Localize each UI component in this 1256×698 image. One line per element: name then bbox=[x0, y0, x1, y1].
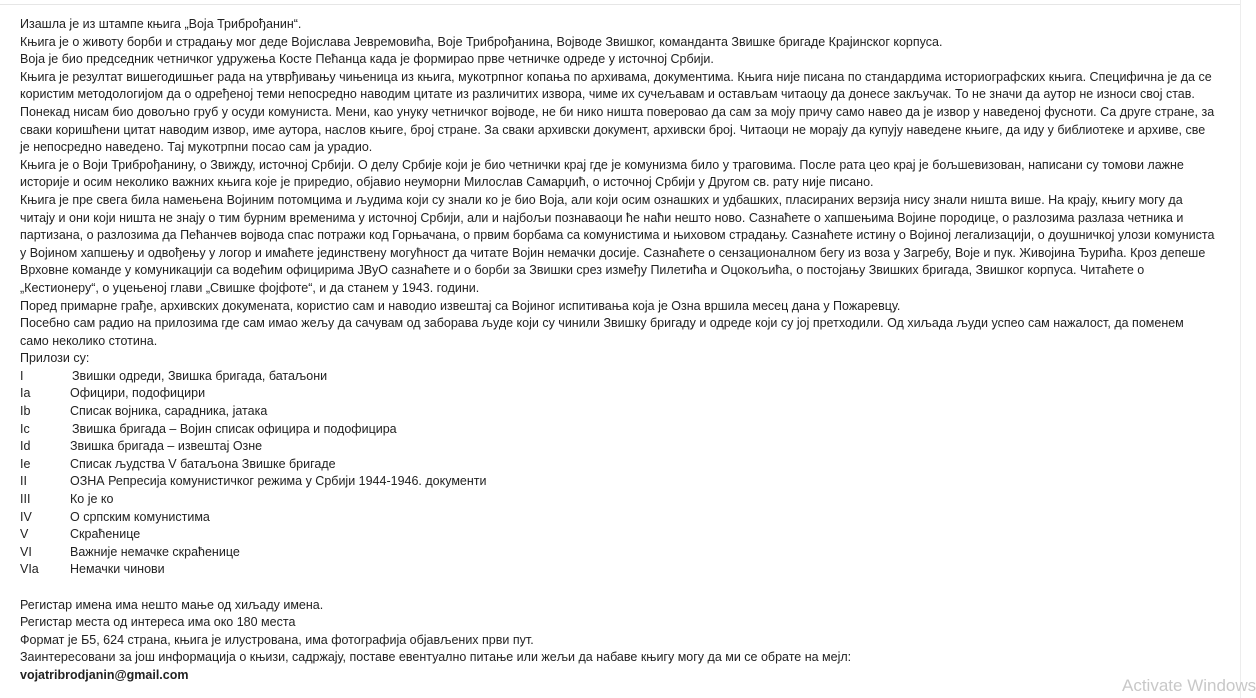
attachment-code: Id bbox=[20, 439, 31, 454]
attachment-label: Звишка бригада – Војин списак официра и подофицира bbox=[72, 421, 397, 436]
list-item bbox=[20, 403, 1215, 421]
list-item bbox=[20, 421, 1215, 439]
list-item bbox=[20, 561, 1215, 579]
paragraph-announcement: Изашла је из штампе књига „Воја Триброђанин“. bbox=[20, 17, 302, 31]
paragraph-voja-president: Воја је био председник четничког удружења Косте Пећанца када је формирао прве четничке одреде у источној Србији. bbox=[20, 52, 714, 67]
list-item bbox=[20, 473, 1215, 491]
email-link[interactable]: vojatribrodjanin@gmail.com bbox=[20, 667, 189, 682]
list-item bbox=[20, 385, 1215, 403]
attachment-label: Скраћенице bbox=[70, 527, 141, 542]
spacer bbox=[20, 579, 1215, 597]
footer-format: Формат је Б5, 624 страна, књига је илустрована, има фотографија објављених први пут. bbox=[20, 632, 534, 647]
top-divider bbox=[0, 4, 1241, 5]
paragraph-sources: Поред примарне грађе, архивских докумената, користио сам и наводио извештај са Војиног испитивања која је Озна вршила месец дана у Пожаревцу. bbox=[20, 298, 901, 313]
list-item bbox=[20, 456, 1215, 474]
activate-windows-watermark: Activate Windows bbox=[1122, 676, 1256, 695]
attachment-label: Официри, подофицири bbox=[70, 386, 206, 401]
paragraph-attachments-intro: Посебно сам радио на прилозима где сам имао жељу да сачувам од заборава људе који су чинили Звишку бригаду и одреде који су јој претходили. Од хиљада људи успео сам нажалост, да поменем само неколико стотина. bbox=[20, 316, 1184, 348]
attachment-label: Звишка бригада – извештај Озне bbox=[70, 439, 263, 454]
footer-place-register: Регистар места од интереса има око 180 места bbox=[20, 615, 296, 630]
list-item bbox=[20, 544, 1215, 562]
attachments-heading: Прилози су: bbox=[20, 351, 90, 366]
attachment-label: Немачки чинови bbox=[70, 562, 165, 577]
attachment-label: О српским комунистима bbox=[70, 509, 210, 524]
attachment-code: II bbox=[20, 474, 27, 489]
scroll-edge bbox=[1240, 0, 1241, 698]
attachment-label: Списак људства V батаљона Звишке бригаде bbox=[70, 456, 336, 471]
attachment-code: Ie bbox=[20, 456, 31, 471]
list-item bbox=[20, 438, 1215, 456]
attachment-label: ОЗНА Репресија комунистичког режима у Србији 1944-1946. документи bbox=[70, 474, 487, 489]
footer-contact: Заинтересовани за још информација о књизи, садржају, поставе евентуално питање или жељи да набаве књигу могу да ми се обрате на мејл: bbox=[20, 650, 852, 665]
attachment-code: V bbox=[20, 527, 29, 542]
attachment-code: Ia bbox=[20, 386, 31, 401]
attachment-code: Ib bbox=[20, 404, 31, 419]
attachment-code: VI bbox=[20, 544, 32, 559]
attachment-code: VIa bbox=[20, 562, 39, 577]
paragraph-book-about: Књига је о животу борби и страдању мог деде Војислава Јевремовића, Воје Триброђанина, Војводе Звишког, команданта Звишке бригаде Крајинског корпуса. bbox=[20, 34, 943, 49]
attachment-label: Звишки одреди, Звишка бригада, батаљони bbox=[72, 368, 328, 383]
paragraph-audience: Књига је пре свега била намењена Војиним потомцима и људима који су знали ко је био Воја, али који осим ознашких и удбашких, пласираних верзија нису знали ништа више. На крају, књигу могу да читају и они који ништа не знају о тим бурним временима у источној Србији, али и најбољи познаваоци ће наћи нешто ново. Сазнаћете о хапшењима Војине породице, о разлозима разлаза четника и партизана, о разлозима да Пећанчев војвода спас потражи код Горњачана, о првим борбама са комунистима и њиховом страдању. Сазнаћете истину о Војиној легализацији, о доушничкој улози комуниста у Војином хапшењу и одвођењу у логор и имаћете јединствену могућност да читате Војин немачки досије. Сазнаћете о сензационалном бегу из воза у Загребу, Воје и пук. Живојина Ђурића. Кроз депеше Врховне команде у комуникацији са водећим официрима ЈВуО сазнаћете и о борби за Звишки срез између Пилетића и Оцокољића, о постојању Звишких бригада, Звишког корпуса. Читаћете о „Кестионеру“, о уцењеној глави „Свишке фојфоте“, и да станем у 1943. години. bbox=[20, 192, 1215, 295]
paragraph-east-serbia: Књига је о Воји Триброђанину, о Звижду, источној Србији. О делу Србије који је био четнички крај где је комунизма било у траговима. После рата цео крај је бољшевизован, написани су томови лажне историје и осим неколико важних књига које је приредио, објавио неуморни Милослав Самарџић, о источној Србији у Другом св. рату није писано. bbox=[20, 157, 1184, 190]
attachment-code: III bbox=[20, 492, 31, 507]
article-body bbox=[20, 16, 1215, 685]
attachment-label: Списак војника, сарадника, јатака bbox=[70, 404, 268, 419]
paragraph-methodology: Књига је резултат вишегодишњег рада на утврђивању чињеница из књига, мукотрпног копања по архивама, документима. Књига није писана по стандардима историографских књига. Специфична је да се користим методологијом да о одређеној теми непосредно наводим цитате из различитих извора, чиме их сучељавам и остављам читаоцу да донесе закључак. То не значи да аутор не износи свој став. Понекад нисам био довољно груб у осуди комуниста. Мени, као унуку четничког војводе, не би нико ништа поверовао да сам за моју причу само навео да је извор у наведеној фусноти. Са друге стране, за сваки коришћени цитат наводим извор, име аутора, наслов књиге, број стране. За сваки архивски документ, архивски број. Читаоци не морају да купују наведене књиге, да иду у библиотеке и архиве, све је непосредно наведено. Тај мукотрпни посао сам ја урадио. bbox=[20, 69, 1215, 155]
list-item bbox=[20, 509, 1215, 527]
list-item bbox=[20, 368, 1215, 386]
attachments-list bbox=[20, 368, 1215, 579]
list-item bbox=[20, 526, 1215, 544]
attachment-label: Ко је ко bbox=[70, 492, 114, 507]
attachment-code: IV bbox=[20, 509, 32, 524]
attachment-label: Важније немачке скраћенице bbox=[70, 544, 240, 559]
attachment-code: I bbox=[20, 368, 24, 383]
footer-name-register: Регистар имена има нешто мање од хиљаду имена. bbox=[20, 597, 324, 612]
list-item bbox=[20, 491, 1215, 509]
attachment-code: Ic bbox=[20, 421, 30, 436]
